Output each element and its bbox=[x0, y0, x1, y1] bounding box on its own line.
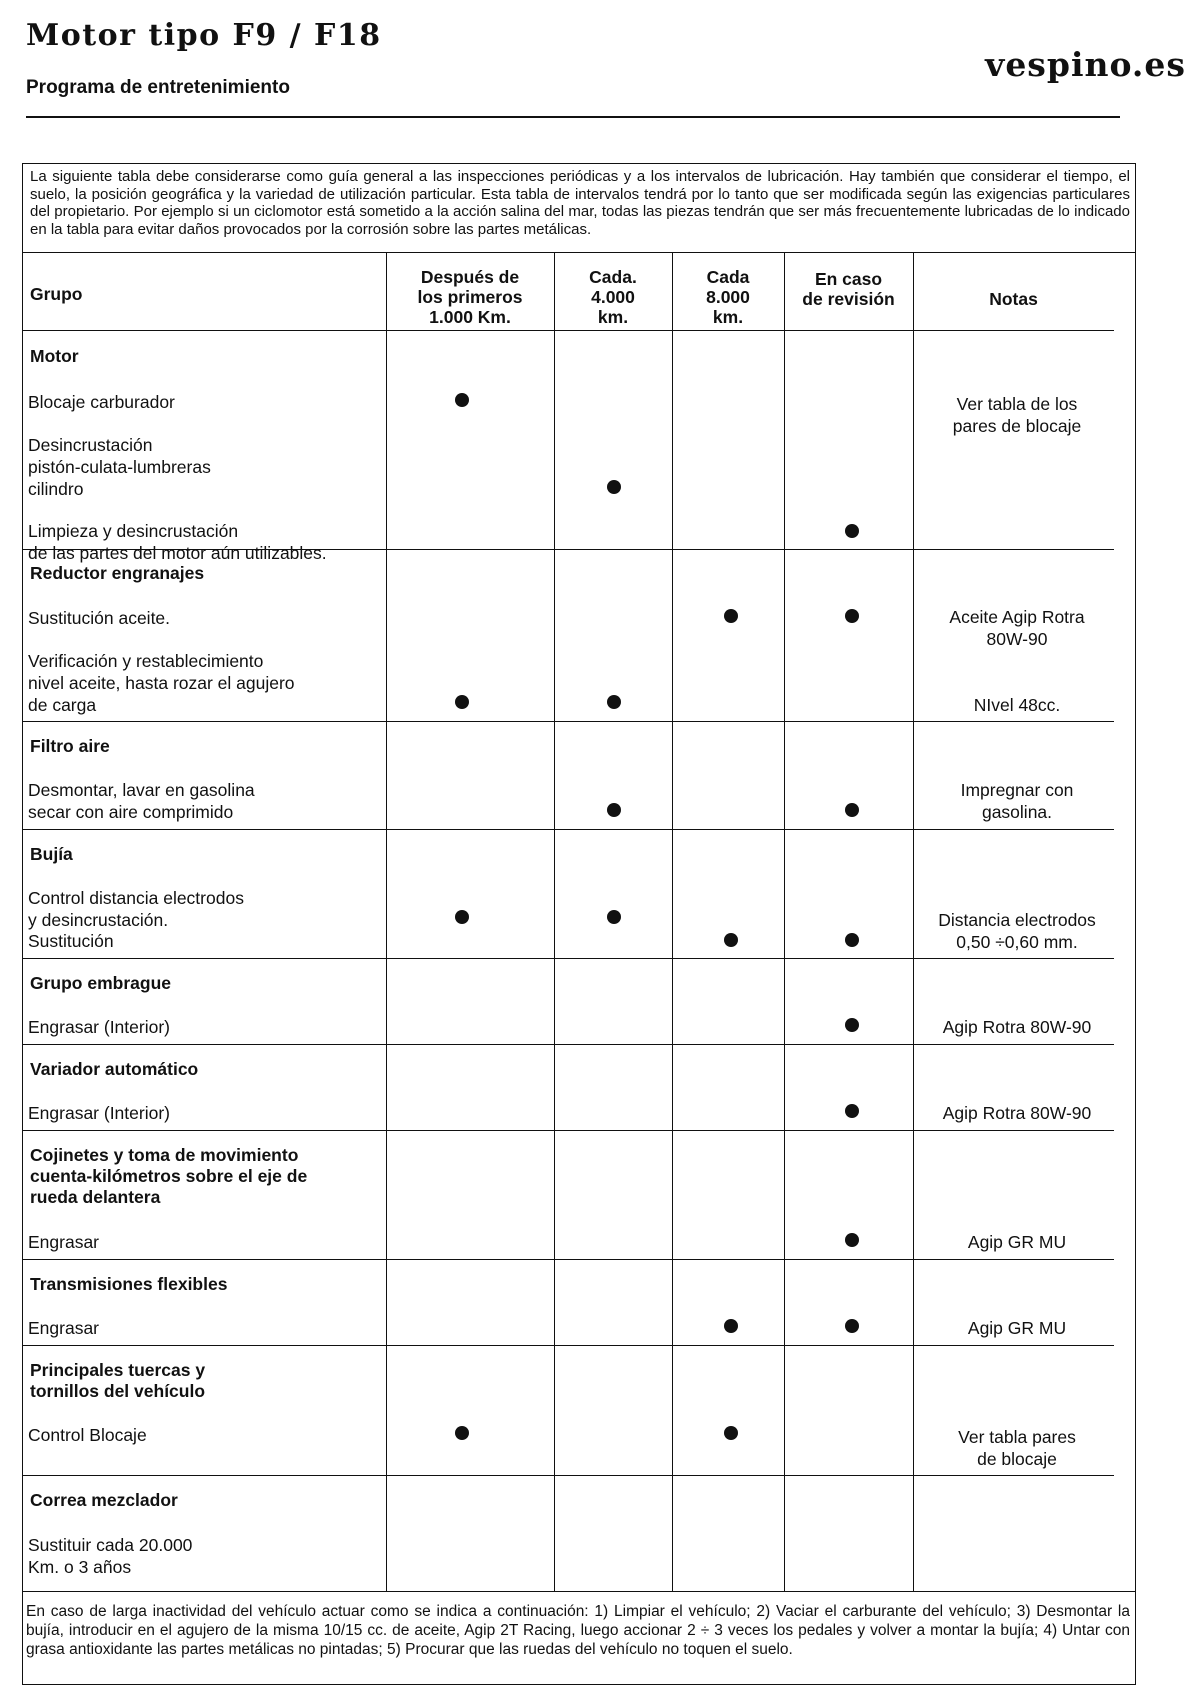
interval-mark-dot bbox=[845, 1233, 859, 1247]
interval-mark-dot bbox=[607, 695, 621, 709]
task-label: Engrasar bbox=[28, 1232, 100, 1252]
task-note: Agip GR MU bbox=[967, 1318, 1067, 1338]
col-divider-1 bbox=[386, 252, 387, 1591]
col-divider-4 bbox=[784, 252, 785, 1591]
task-note: Agip Rotra 80W-90 bbox=[942, 1103, 1092, 1123]
col-divider-5 bbox=[913, 252, 914, 1591]
interval-mark-dot bbox=[455, 910, 469, 924]
footer-note: En caso de larga inactividad del vehículo actuar como se indica a continuación: 1) Limpiar el vehículo; 2) Vaciar el carburante del vehículo; 3) Desmontar la bujía, introducir en el agujero de la misma 10/15 cc. de aceite, Agip 2T Racing, luego accionar 2 ÷ 3 veces los pedales y volver a montar la bujía; 4) Untar con grasa antioxidante las partes metálicas no pintadas; 5) Procurar que las ruedas del vehículo no toquen el suelo. bbox=[26, 1603, 1130, 1658]
group-divider bbox=[22, 1475, 1114, 1476]
group-title: Reductor engranajes bbox=[30, 563, 205, 583]
task-note: NIvel 48cc. bbox=[973, 695, 1061, 715]
interval-mark-dot bbox=[845, 803, 859, 817]
footer-divider bbox=[22, 1591, 1136, 1592]
interval-mark-dot bbox=[845, 609, 859, 623]
col-header-every-4000: Cada. 4.000 km. bbox=[589, 267, 637, 327]
header-divider bbox=[22, 330, 1114, 331]
col-divider-3 bbox=[672, 252, 673, 1591]
interval-mark-dot bbox=[607, 910, 621, 924]
group-divider bbox=[22, 1345, 1114, 1346]
interval-mark-dot bbox=[845, 933, 859, 947]
col-header-first-1000: Después de los primeros 1.000 Km. bbox=[417, 267, 523, 327]
group-title: Filtro aire bbox=[30, 736, 110, 756]
task-label: Sustituir cada 20.000 Km. o 3 años bbox=[28, 1535, 193, 1577]
interval-mark-dot bbox=[724, 609, 738, 623]
task-label: Sustitución aceite. bbox=[28, 608, 171, 628]
task-label: Blocaje carburador bbox=[28, 392, 175, 412]
col-header-every-8000: Cada 8.000 km. bbox=[706, 267, 750, 327]
header-rule bbox=[26, 116, 1120, 118]
task-label: Verificación y restablecimiento nivel aceite, hasta rozar el agujero de carga bbox=[28, 651, 295, 715]
page-subtitle: Programa de entretenimiento bbox=[26, 77, 290, 98]
task-label: Engrasar (Interior) bbox=[28, 1103, 170, 1123]
group-title: Principales tuercas y tornillos del vehículo bbox=[30, 1360, 206, 1401]
brand-logo: vespino.es bbox=[985, 45, 1186, 84]
interval-mark-dot bbox=[455, 695, 469, 709]
interval-mark-dot bbox=[607, 803, 621, 817]
task-label: Desincrustación pistón-culata-lumbreras cilindro bbox=[28, 435, 211, 499]
group-divider bbox=[22, 958, 1114, 959]
interval-mark-dot bbox=[845, 1319, 859, 1333]
interval-mark-dot bbox=[724, 1319, 738, 1333]
interval-mark-dot bbox=[455, 393, 469, 407]
group-title: Bujía bbox=[30, 844, 73, 864]
task-note: Distancia electrodos 0,50 ÷0,60 mm. bbox=[938, 910, 1096, 952]
task-label: Control distancia electrodos y desincrustación. bbox=[28, 888, 244, 930]
intro-paragraph: La siguiente tabla debe considerarse como guía general a las inspecciones periódicas y a los intervalos de lubricación. Hay también que considerar el tiempo, el suelo, la posición geográfica y la variedad de utilización particular. Esta tabla de intervalos tendrá por lo tanto que ser modificada según las exigencias particulares del propietario. Por ejemplo si un ciclomotor está sometido a la acción salina del mar, todas las piezas tendrán que ser más frecuentemente lubricadas de lo indicado en la tabla para evitar daños provocados por la corrosión sobre las partes metálicas. bbox=[30, 168, 1130, 238]
group-divider bbox=[22, 1130, 1114, 1131]
task-note: Impregnar con gasolina. bbox=[960, 780, 1074, 822]
group-title: Motor bbox=[30, 346, 79, 366]
intro-divider bbox=[22, 252, 1136, 253]
interval-mark-dot bbox=[845, 1018, 859, 1032]
col-header-notas: Notas bbox=[989, 289, 1038, 309]
page-title: Motor tipo F9 / F18 bbox=[26, 18, 382, 53]
interval-mark-dot bbox=[455, 1426, 469, 1440]
task-label: Engrasar bbox=[28, 1318, 100, 1338]
task-note: Ver tabla de los pares de blocaje bbox=[952, 394, 1082, 436]
interval-mark-dot bbox=[724, 1426, 738, 1440]
group-divider bbox=[22, 1259, 1114, 1260]
task-label: Sustitución bbox=[28, 931, 114, 951]
col-header-grupo: Grupo bbox=[30, 284, 83, 304]
task-label: Engrasar (Interior) bbox=[28, 1017, 170, 1037]
col-divider-2 bbox=[554, 252, 555, 1591]
task-note: Agip Rotra 80W-90 bbox=[942, 1017, 1092, 1037]
task-note: Aceite Agip Rotra 80W-90 bbox=[949, 607, 1085, 649]
interval-mark-dot bbox=[724, 933, 738, 947]
group-title: Grupo embrague bbox=[30, 973, 171, 993]
group-divider bbox=[22, 829, 1114, 830]
interval-mark-dot bbox=[607, 480, 621, 494]
group-title: Transmisiones flexibles bbox=[30, 1274, 228, 1294]
group-divider bbox=[22, 1044, 1114, 1045]
task-note: Agip GR MU bbox=[967, 1232, 1067, 1252]
task-note: Ver tabla pares de blocaje bbox=[958, 1427, 1076, 1469]
task-label: Limpieza y desincrustación de las partes del motor aún utilizables. bbox=[28, 521, 327, 563]
task-label: Desmontar, lavar en gasolina secar con aire comprimido bbox=[28, 780, 255, 822]
col-header-revision: En caso de revisión bbox=[802, 269, 895, 309]
interval-mark-dot bbox=[845, 524, 859, 538]
group-title: Variador automático bbox=[30, 1059, 199, 1079]
group-title: Correa mezclador bbox=[30, 1490, 178, 1510]
group-divider bbox=[22, 721, 1114, 722]
interval-mark-dot bbox=[845, 1104, 859, 1118]
group-title: Cojinetes y toma de movimiento cuenta-kilómetros sobre el eje de rueda delantera bbox=[30, 1145, 308, 1207]
task-label: Control Blocaje bbox=[28, 1425, 147, 1445]
